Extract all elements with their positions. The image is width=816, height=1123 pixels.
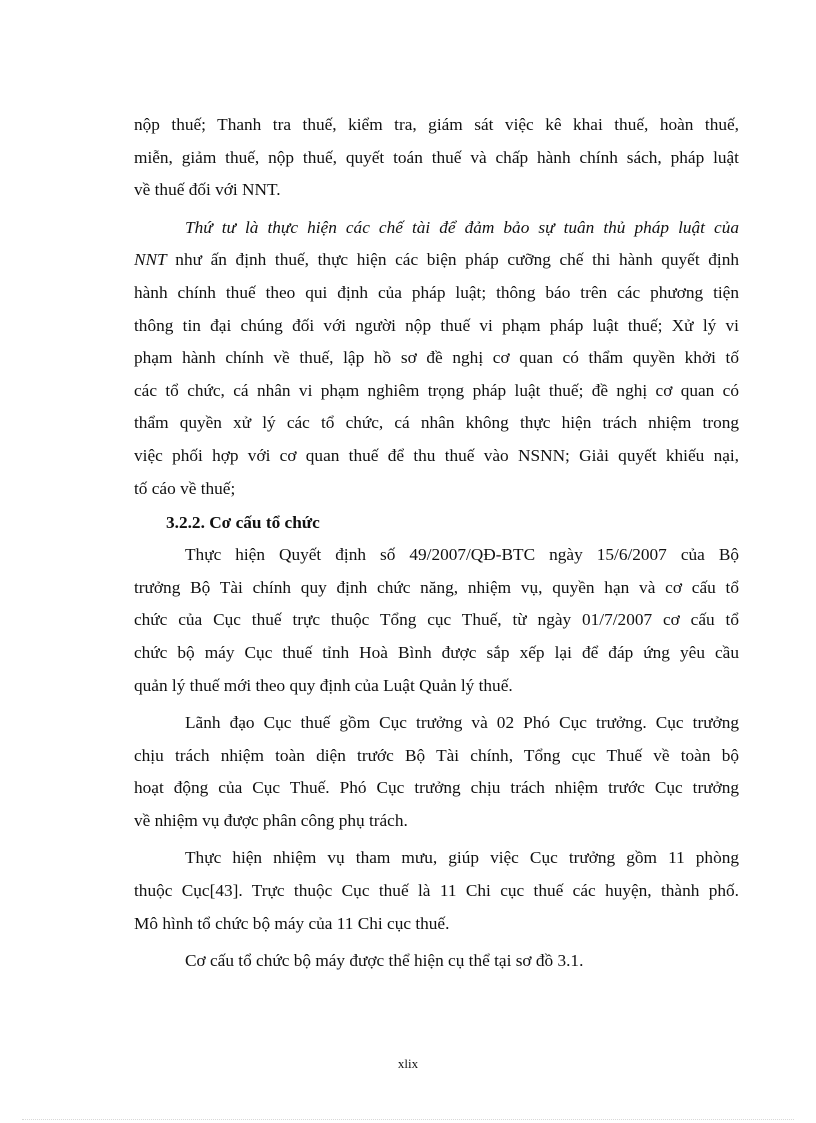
line-rest: như ấn định thuế, thực hiện các biện pháp cưỡng chế thi hành quyết định	[166, 250, 739, 270]
paragraph-enforcement	[134, 212, 739, 505]
text-line: nộp thuế; Thanh tra thuế, kiểm tra, giám sát việc kê khai thuế, hoàn thuế,	[134, 115, 739, 134]
section-heading: 3.2.2. Cơ cấu tổ chức	[166, 513, 320, 533]
text-line: trưởng Bộ Tài chính quy định chức năng, nhiệm vụ, quyền hạn và cơ cấu tổ	[134, 577, 739, 597]
page-body	[134, 109, 739, 978]
paragraph-tax-inspection	[134, 109, 739, 207]
text-line: miễn, giảm thuế, nộp thuế, quyết toán thuế và chấp hành chính sách, pháp luật	[134, 147, 739, 167]
text-line: Thực hiện nhiệm vụ tham mưu, giúp việc Cục trưởng gồm 11 phòng	[185, 848, 739, 868]
text-line: thuộc Cục[43]. Trực thuộc Cục thuế là 11 Chi cục thuế các huyện, thành phố.	[134, 881, 739, 901]
text-line: Mô hình tổ chức bộ máy của 11 Chi cục thuế.	[134, 913, 450, 933]
text-line: Thực hiện Quyết định số 49/2007/QĐ-BTC ngày 15/6/2007 của Bộ	[185, 545, 739, 565]
paragraph-departments	[134, 842, 739, 940]
italic-lead: NNT	[134, 250, 167, 270]
paragraph-structure-ref	[134, 945, 739, 978]
text-line: chức của Cục thuế trực thuộc Tổng cục Thuế, từ ngày 01/7/2007 cơ cấu tổ	[134, 610, 739, 630]
text-line: về thuế đối với NNT.	[134, 180, 281, 200]
page-bottom-divider	[22, 1119, 794, 1120]
text-line-italic	[134, 212, 739, 245]
paragraph-decision	[134, 539, 739, 702]
text-line: Cơ cấu tổ chức bộ máy được thể hiện cụ thể tại sơ đồ 3.1.	[185, 951, 584, 971]
italic-lead: Thứ tư là thực hiện các chế tài để đảm bảo sự tuân thủ pháp luật của	[185, 217, 739, 237]
text-line	[134, 244, 739, 277]
text-line: về nhiệm vụ được phân công phụ trách.	[134, 810, 408, 830]
text-line: thông tin đại chúng đối với người nộp thuế vi phạm pháp luật thuế; Xử lý vi	[134, 315, 739, 335]
text-line: chức bộ máy Cục thuế tỉnh Hoà Bình được sắp xếp lại để đáp ứng yêu cầu	[134, 642, 739, 662]
text-line: phạm hành chính về thuế, lập hồ sơ đề nghị cơ quan có thẩm quyền khởi tố	[134, 348, 739, 368]
text-line: quản lý thuế mới theo quy định của Luật Quản lý thuế.	[134, 675, 513, 695]
text-line: Lãnh đạo Cục thuế gồm Cục trưởng và 02 Phó Cục trưởng. Cục trưởng	[185, 713, 739, 733]
text-line: việc phối hợp với cơ quan thuế để thu thuế vào NSNN; Giải quyết khiếu nại,	[134, 445, 739, 465]
text-line: chịu trách nhiệm toàn diện trước Bộ Tài chính, Tổng cục Thuế về toàn bộ	[134, 745, 739, 765]
page-number: xlix	[397, 1056, 419, 1071]
text-line: hành chính thuế theo qui định của pháp luật; thông báo trên các phương tiện	[134, 282, 739, 302]
paragraph-leadership	[134, 707, 739, 837]
text-line: thẩm quyền xử lý các tổ chức, cá nhân không thực hiện trách nhiệm trong	[134, 413, 739, 433]
text-line: tố cáo về thuế;	[134, 478, 236, 498]
text-line: các tổ chức, cá nhân vi phạm nghiêm trọng pháp luật thuế; đề nghị cơ quan có	[134, 380, 739, 400]
text-line: hoạt động của Cục Thuế. Phó Cục trưởng chịu trách nhiệm trước Cục trưởng	[134, 778, 739, 798]
